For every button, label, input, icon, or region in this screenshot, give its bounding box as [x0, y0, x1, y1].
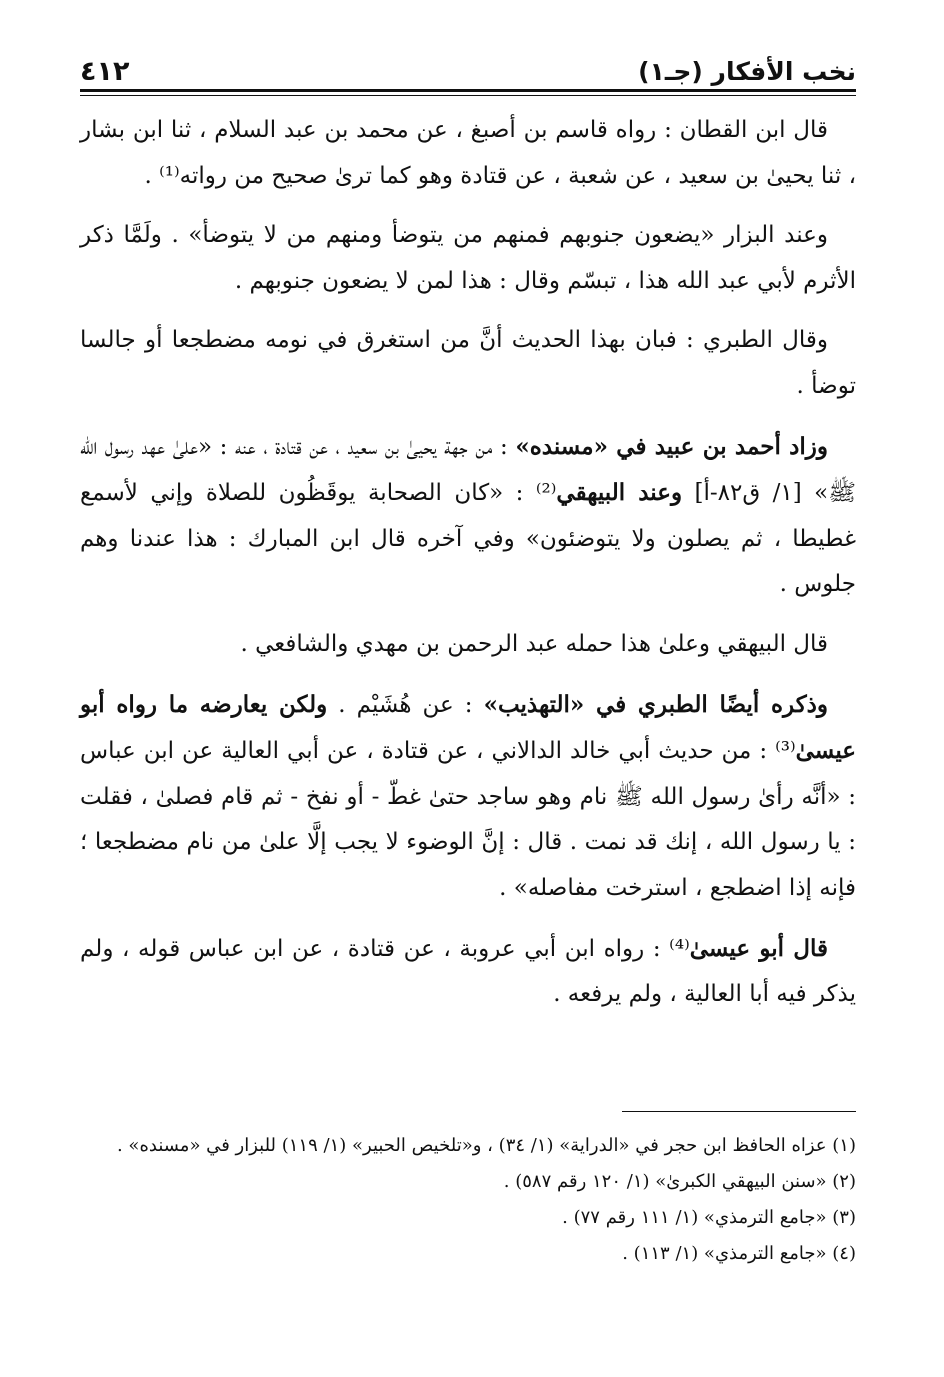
header-rule: [80, 89, 856, 92]
footnote-2: (٢) «سنن البيهقي الكبرىٰ» (١/ ١٢٠ رقم ٥٨٧) .: [503, 1171, 856, 1192]
paragraph-5: قال البيهقي وعلىٰ هذا حمله عبد الرحمن بن مهدي والشافعي .: [240, 630, 828, 657]
bold-phrase: قال أبو عيسىٰ: [689, 934, 828, 962]
page-number: ٤١٢: [80, 56, 130, 87]
bold-phrase: وعند البيهقي: [556, 479, 683, 507]
bold-phrase: وذكره أيضًا الطبري في «التهذيب»: [483, 690, 828, 718]
bold-phrase: وزاد أحمد بن عبيد في «مسنده»: [515, 432, 828, 460]
paragraph-text: ⁽³⁾ : من حديث أبي خالد الدالاني ، عن قتادة ، عن أبي العالية عن ابن عباس : «أنَّه رأىٰ رسول الله ﷺ نام وهو ساجد حتىٰ غطّ - أو نفخ - ثم قام فصلىٰ ، فقلت : يا رسول الله ، إنك قد نمت . قال : إنَّ الوضوء لا يجب إلَّا علىٰ من نام مضطجعا ؛ فإنه إذا اضطجع ، استرخت مفاصله» .: [80, 738, 856, 901]
paragraph-text: : من جهة يحيىٰ بن سعيد ، عن قتادة ، عنه : «علىٰ عهد رسول الله ﷺ» [١/ ق٨٢-أ]: [80, 433, 857, 507]
paragraph-3: وقال الطبري : فبان بهذا الحديث أنَّ من استغرق في نومه مضطجعا أو جالسا توضأ .: [80, 327, 856, 399]
footnote-rule: [622, 1111, 856, 1112]
running-title: نخب الأفكار (جـ١): [638, 57, 856, 86]
paragraph-text: ⁽⁴⁾ : رواه ابن أبي عروبة ، عن قتادة ، عن ابن عباس قوله ، ولم يذكر فيه أبا العالية ، ولم يرفعه .: [80, 935, 856, 1008]
paragraph-text: ⁽²⁾ : «كان الصحابة يوقَظُون للصلاة وإني لأسمع غطيطا ، ثم يصلون ولا يتوضئون» وفي آخره قال ابن المبارك : هذا عندنا وهم جلوس .: [80, 480, 856, 598]
running-header: [80, 44, 856, 88]
paragraph-6: [80, 682, 856, 912]
footnote-4: (٤) «جامع الترمذي» (١/ ١١٣) .: [622, 1243, 856, 1264]
footnote-3: (٣) «جامع الترمذي» (١/ ١١١ رقم ٧٧) .: [562, 1207, 856, 1228]
paragraph-7: [80, 926, 856, 1018]
bold-phrase: ولكن يعارضه ما رواه أبو عيسىٰ: [80, 690, 856, 765]
header-rule-thin: [80, 95, 856, 96]
footnotes: [80, 1128, 856, 1272]
paragraph-text: : عن هُشَيْم .: [327, 691, 484, 718]
page: [80, 0, 856, 1377]
footnote-1: (١) عزاه الحافظ ابن حجر في «الدراية» (١/ ٣٤) ، و«تلخيص الحبير» (١/ ١١٩) للبزار في «مسنده» .: [116, 1135, 856, 1156]
paragraph-2: وعند البزار «يضعون جنوبهم فمنهم من يتوضأ ومنهم من لا يتوضأ» . ولَمَّا ذكر الأثرم لأبي عبد الله هذا ، تبسّم وقال : هذا لمن لا يضعون جنوبهم .: [80, 222, 856, 294]
paragraph-1: قال ابن القطان : رواه قاسم بن أصبغ ، عن محمد بن عبد السلام ، ثنا ابن بشار ، ثنا يحيىٰ بن سعيد ، عن شعبة ، عن قتادة وهو كما ترىٰ صحيح من رواته⁽¹⁾ .: [80, 117, 856, 189]
paragraph-4: [80, 424, 856, 608]
body-text: [80, 108, 856, 1032]
